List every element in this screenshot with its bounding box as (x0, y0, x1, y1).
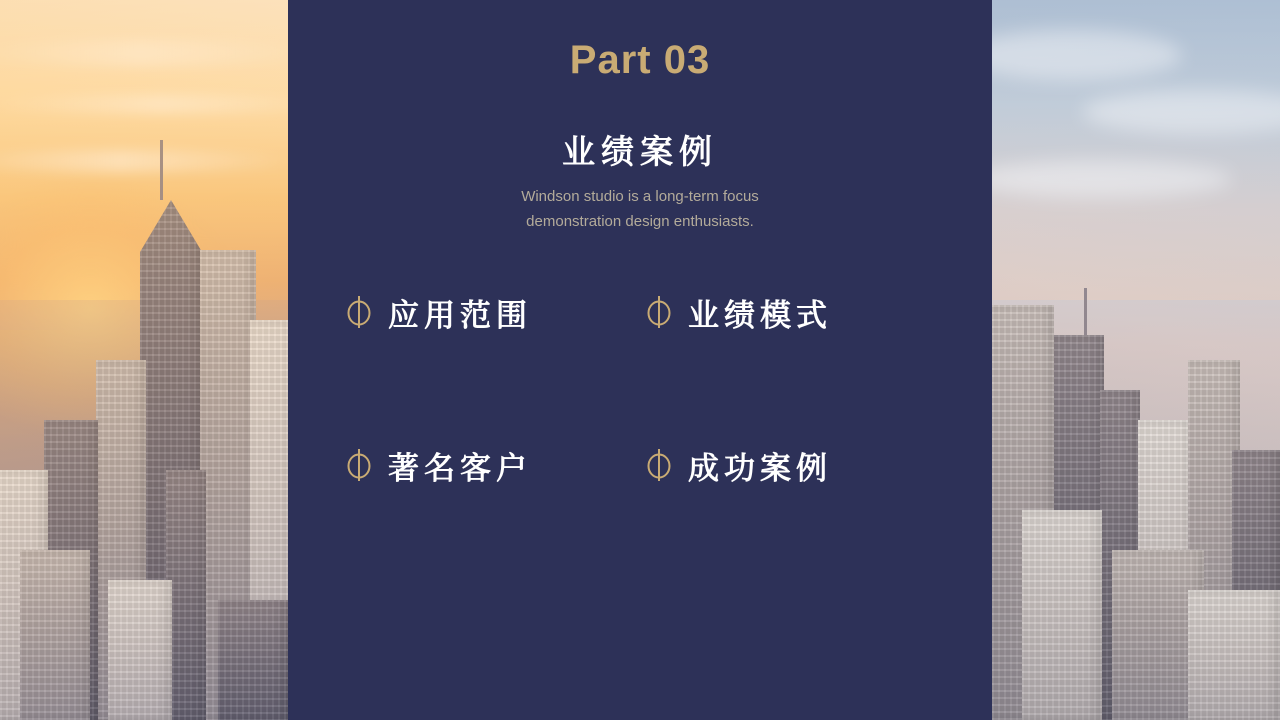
building (20, 550, 90, 720)
topic-item-1[interactable] (344, 290, 644, 335)
slashed-circle-icon (644, 445, 674, 483)
building (108, 580, 172, 720)
topic-row-1 (344, 290, 944, 335)
topic-item-label: 业绩模式 (688, 298, 832, 333)
slashed-circle-icon (344, 445, 374, 483)
cloud-band (0, 95, 288, 113)
left-cityscape-image (0, 0, 288, 720)
topic-item-label: 应用范围 (388, 298, 532, 333)
building (166, 470, 206, 720)
building (218, 600, 288, 720)
part-label: Part 03 (569, 38, 711, 82)
subtitle-block (288, 184, 992, 234)
antenna-spire (1084, 288, 1087, 340)
topic-item-3[interactable] (344, 443, 644, 488)
slashed-circle-icon (644, 292, 674, 330)
right-cityscape-image (992, 0, 1280, 720)
cloud-band (0, 150, 288, 172)
subtitle-line-1: Windson studio is a long-term focus (521, 188, 759, 205)
topic-item-label: 成功案例 (688, 451, 832, 486)
center-panel (288, 0, 992, 720)
building (1188, 590, 1280, 720)
antenna-spire (160, 140, 163, 200)
subtitle-line-2: demonstration design enthusiasts. (526, 213, 754, 230)
topic-item-label: 著名客户 (388, 451, 532, 486)
section-title: 业绩案例 (562, 133, 718, 170)
topic-row-2 (344, 443, 944, 488)
topic-item-4[interactable] (644, 443, 944, 488)
cloud-band (0, 40, 288, 66)
building (1022, 510, 1102, 720)
topic-item-2[interactable] (644, 290, 944, 335)
topic-list (344, 290, 944, 488)
slashed-circle-icon (344, 292, 374, 330)
